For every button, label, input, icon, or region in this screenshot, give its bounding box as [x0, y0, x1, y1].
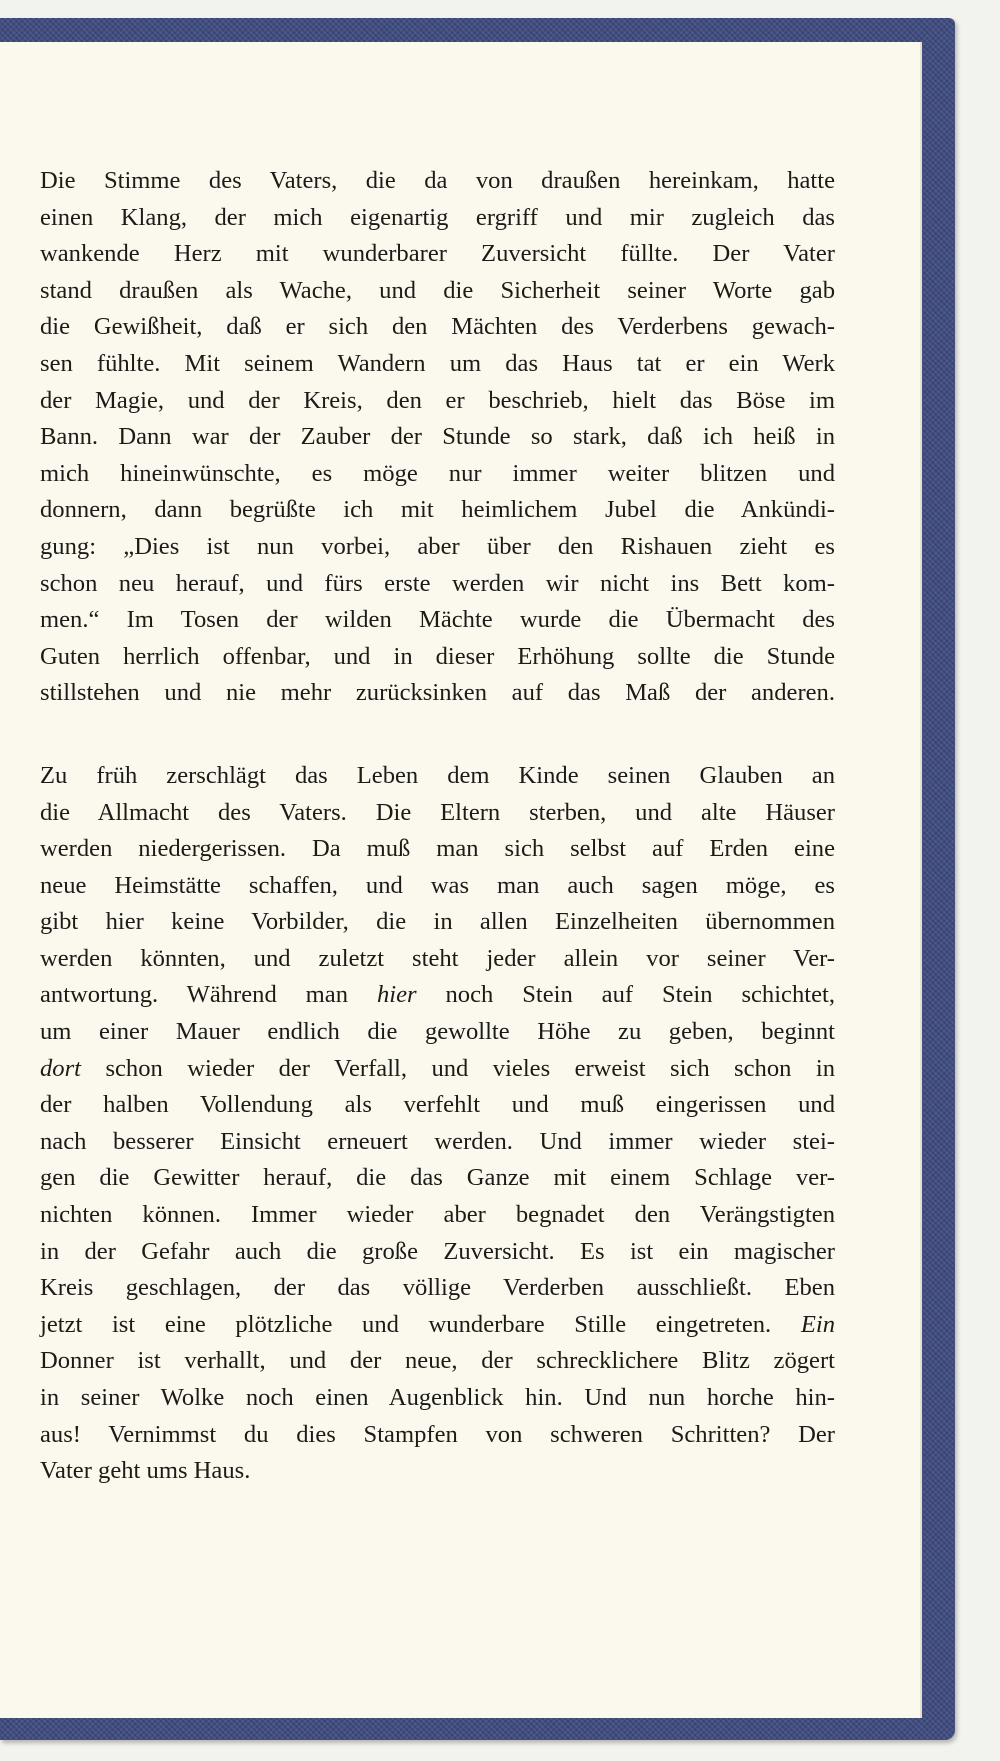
- text-line: [40, 1307, 835, 1344]
- text-line: sen fühlte. Mit seinem Wandern um das Haus tat er ein Werk: [40, 349, 835, 377]
- text-line: in der Gefahr auch die große Zuversicht. Es ist ein magischer: [40, 1237, 835, 1265]
- text-line: die Gewißheit, daß er sich den Mächten des Verderbens gewach-: [40, 313, 835, 341]
- page-text: [40, 163, 835, 1490]
- text-line: Guten herrlich offenbar, und in dieser Erhöhung sollte die Stunde: [40, 642, 835, 670]
- text-line: der halben Vollendung als verfehlt und muß eingerissen und: [40, 1091, 835, 1119]
- text-line: stillstehen und nie mehr zurücksinken auf das Maß der anderen.: [40, 679, 835, 707]
- text-line: men.“ Im Tosen der wilden Mächte wurde die Übermacht des: [40, 606, 835, 634]
- text-line: aus! Vernimmst du dies Stampfen von schweren Schritten? Der: [40, 1420, 835, 1448]
- text-line: donnern, dann begrüßte ich mit heimlichem Jubel die Ankündi-: [40, 496, 835, 524]
- text-line: gibt hier keine Vorbilder, die in allen Einzelheiten übernommen: [40, 908, 835, 936]
- text-line: Kreis geschlagen, der das völlige Verderben ausschließt. Eben: [40, 1274, 835, 1302]
- text-line: nach besserer Einsicht erneuert werden. Und immer wieder stei-: [40, 1127, 835, 1155]
- text-line: Zu früh zerschlägt das Leben dem Kinde seinen Glauben an: [40, 761, 835, 789]
- text-line: gung: „Dies ist nun vorbei, aber über den Rishauen zieht es: [40, 532, 835, 560]
- paragraph-gap: [40, 712, 835, 758]
- text-line: gen die Gewitter herauf, die das Ganze mit einem Schlage ver-: [40, 1164, 835, 1192]
- text-line: schon neu herauf, und fürs erste werden wir nicht ins Bett kom-: [40, 569, 835, 597]
- text-line: in seiner Wolke noch einen Augenblick hin. Und nun horche hin-: [40, 1384, 835, 1411]
- paragraph-1: [40, 163, 835, 712]
- text-segment: schon wieder der Verfall, und vieles erweist sich schon in: [105, 1054, 835, 1082]
- text-line: mich hineinwünschte, es möge nur immer weiter blitzen und: [40, 459, 835, 487]
- text-line: die Allmacht des Vaters. Die Eltern sterben, und alte Häuser: [40, 798, 835, 826]
- text-line: werden niedergerissen. Da muß man sich selbst auf Erden eine: [40, 835, 835, 863]
- text-line: stand draußen als Wache, und die Sicherheit seiner Worte gab: [40, 276, 835, 304]
- text-line: der Magie, und der Kreis, den er beschrieb, hielt das Böse im: [40, 386, 835, 414]
- text-line: um einer Mauer endlich die gewollte Höhe zu geben, beginnt: [40, 1018, 835, 1046]
- paragraph-2: [40, 758, 835, 1490]
- text-line: werden könnten, und zuletzt steht jeder allein vor seiner Ver-: [40, 944, 835, 972]
- text-line: Donner ist verhallt, und der neue, der schrecklichere Blitz zögert: [40, 1347, 835, 1375]
- italic-word: Ein: [800, 1310, 835, 1338]
- text-segment: antwortung. Während man: [40, 981, 349, 1009]
- text-line: Die Stimme des Vaters, die da von draußen hereinkam, hatte: [40, 167, 835, 194]
- book-page: [0, 42, 922, 1718]
- text-line: [40, 977, 835, 1014]
- text-line: wankende Herz mit wunderbarer Zuversicht füllte. Der Vater: [40, 240, 835, 268]
- text-line: Bann. Dann war der Zauber der Stunde so stark, daß ich heiß in: [40, 423, 835, 451]
- text-line: Vater geht ums Haus.: [40, 1457, 251, 1485]
- text-line: nichten können. Immer wieder aber begnadet den Verängstigten: [40, 1201, 835, 1229]
- text-segment: jetzt ist eine plötzliche und wunderbare Stille eingetreten.: [40, 1310, 772, 1338]
- text-line: einen Klang, der mich eigenartig ergriff und mir zugleich das: [40, 203, 835, 231]
- italic-word: hier: [376, 981, 417, 1009]
- text-line: [40, 1051, 835, 1088]
- text-segment: noch Stein auf Stein schichtet,: [445, 981, 835, 1009]
- italic-word: dort: [40, 1054, 81, 1082]
- text-line: neue Heimstätte schaffen, und was man auch sagen möge, es: [40, 871, 835, 899]
